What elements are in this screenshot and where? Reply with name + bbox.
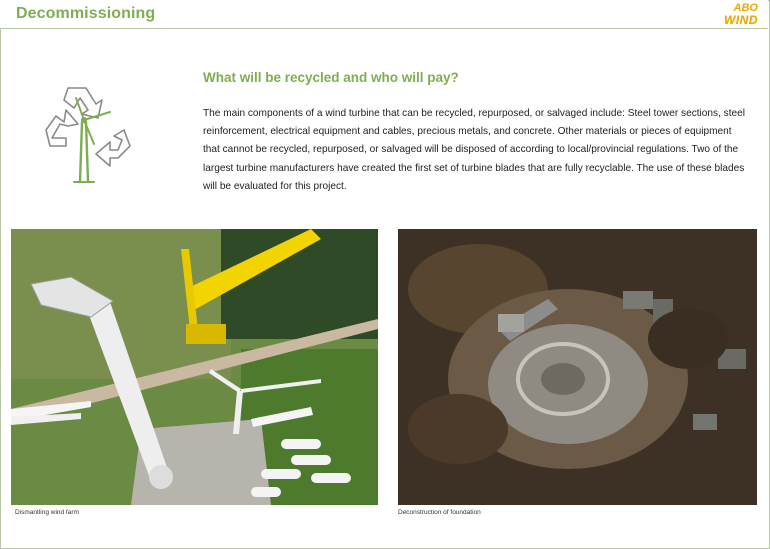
photo-dismantling-wind-farm — [11, 229, 378, 505]
caption-deconstruction-foundation: Deconstruction of foundation — [398, 509, 481, 516]
page-header — [0, 0, 768, 29]
recycle-wind-turbine-icon — [38, 80, 134, 186]
section-heading: What will be recycled and who will pay? — [203, 70, 459, 85]
photo-deconstruction-foundation — [398, 229, 757, 505]
logo-text-abo: ABO — [733, 2, 758, 14]
caption-dismantling-wind-farm: Dismantling wind farm — [15, 509, 79, 516]
logo-text-wind: WIND — [724, 13, 758, 27]
page-title: Decommissioning — [16, 5, 156, 22]
abo-wind-logo — [710, 3, 758, 27]
section-body-text: The main components of a wind turbine that can be recycled, repurposed, or salvaged include: Steel tower sections, steel reinforcement, electrical equipment and cables, precious metals, and concrete. Other materials or pieces of equipment that cannot be recycled, repurposed, or salvaged will be disposed of according to local/provincial regulations. Two of the largest turbine manufacturers have created the first set of turbine blades that are fully recyclable. The use of these blades will be evaluated for this project. — [203, 108, 746, 192]
